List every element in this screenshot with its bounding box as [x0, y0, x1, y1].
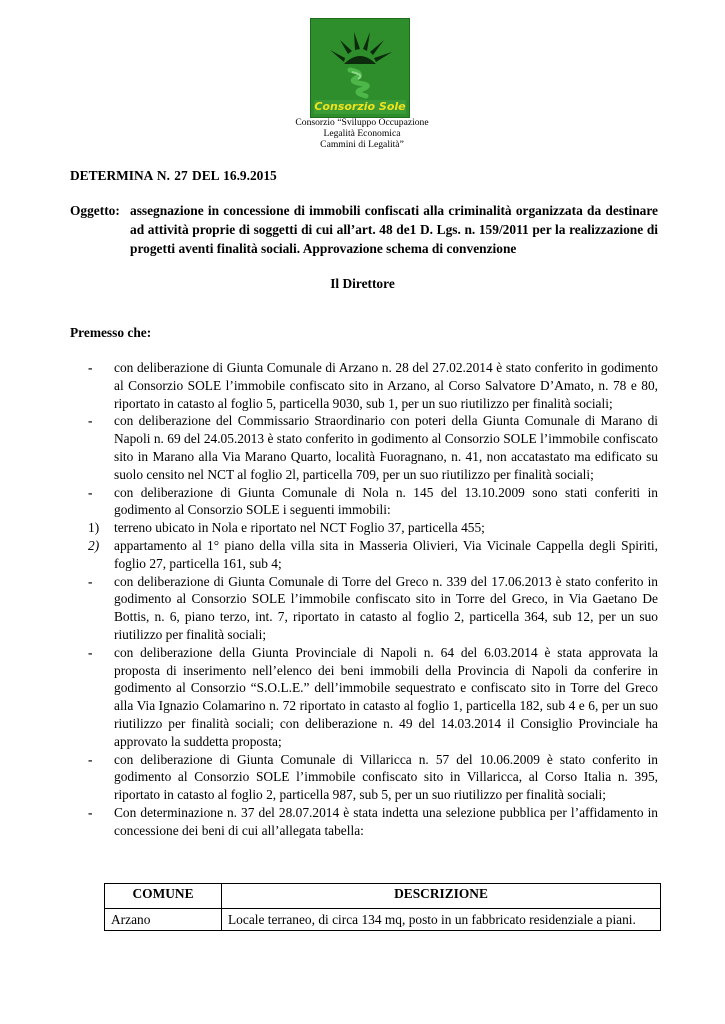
table-header-row: [105, 884, 661, 909]
list-item: [70, 537, 658, 573]
caption-line: Cammini di Legalità”: [320, 139, 404, 150]
list-item-text: Con determinazione n. 37 del 28.07.2014 è stata indetta una selezione pubblica per l’affidamento in concessione dei beni di cui all’allegata tabella:: [114, 804, 658, 838]
list-marker: -: [88, 644, 93, 660]
list-item-text: con deliberazione di Giunta Comunale di Torre del Greco n. 339 del 17.06.2013 è stato conferito in godimento al Consorzio SOLE l’immobile confiscato sito in Torre del Greco, in Via Gaetano De Bottis, n. 6, piano terzo, int. 7, riportato in catasto al foglio 2, particella 364, sub 12, per un suo riutilizzo per finalità sociali;: [114, 573, 658, 642]
oggetto-label: Oggetto:: [70, 203, 120, 218]
list-item-text: con deliberazione di Giunta Comunale di Arzano n. 28 del 27.02.2014 è stato conferito in godimento al Consorzio SOLE l’immobile confiscato sito in Arzano, al Corso Salvatore D’Amato, n. 78 e 80, riportato in catasto al foglio 5, particella 9030, sub 1, per un suo riutilizzo per finalità sociali;: [114, 360, 658, 411]
list-marker: -: [88, 751, 93, 767]
column-header-descrizione: DESCRIZIONE: [222, 884, 661, 909]
list-item-text: con deliberazione della Giunta Provinciale di Napoli n. 64 del 6.03.2014 è stata approvata la proposta di inserimento nell’elenco dei beni immobili della Provincia di Napoli da conferire in godimento al Consorzio “S.O.L.E.” dell’immobile sequestrato e confiscato sito in Torre del Greco alla Via Ignazio Colamarino n. 72 riportato in catasto al foglio 1, particella 182, sub 4 e 6, per un suo riutilizzo per finalità sociali; con deliberazione n. 49 del 14.03.2014 il Consiglio Provinciale ha approvato la suddetta proposta;: [114, 644, 658, 749]
list-item-text: terreno ubicato in Nola e riportato nel NCT Foglio 37, particella 455;: [114, 520, 485, 536]
logo-caption: [262, 117, 462, 150]
table-row: [105, 909, 661, 931]
logo-text: Consorzio Sole: [314, 100, 406, 113]
oggetto-text: assegnazione in concessione di immobili confiscati alla criminalità organizzata da destinare ad attività proprie di soggetti di cui all’art. 48 de1 D. Lgs. n. 159/2011 per la realizzazione di progetti aventi finalità sociali. Approvazione schema di convenzione: [130, 203, 658, 256]
list-item: [70, 484, 658, 520]
consorzio-sole-logo: [310, 18, 410, 118]
list-item-text: con deliberazione di Giunta Comunale di Nola n. 145 del 13.10.2009 sono stati conferiti in godimento al Consorzio SOLE i seguenti immobili:: [114, 484, 658, 518]
list-marker: -: [88, 413, 93, 429]
cell-comune: Arzano: [105, 909, 222, 931]
column-header-comune: COMUNE: [105, 884, 222, 909]
list-item: [70, 412, 658, 483]
list-marker: 1): [88, 520, 100, 536]
list-item: [70, 751, 658, 804]
list-marker: -: [88, 804, 93, 820]
list-marker: -: [88, 360, 93, 375]
list-marker: -: [88, 573, 93, 589]
list-marker: 2): [88, 537, 100, 553]
list-item: [70, 519, 658, 537]
caption-line: Consorzio “Sviluppo Occupazione: [295, 117, 429, 128]
list-item: [70, 804, 658, 840]
caption-line: Legalità Economica: [323, 128, 401, 139]
list-marker: -: [88, 484, 93, 500]
list-item-text: appartamento al 1° piano della villa sita in Masseria Olivieri, Via Vicinale Cappella degli Spiriti, foglio 27, particella 161, sub 4;: [114, 537, 658, 571]
list-item-text: con deliberazione del Commissario Straordinario con poteri della Giunta Comunale di Marano di Napoli n. 69 del 24.05.2013 è stato conferito in godimento al Consorzio SOLE l’immobile confiscato sito in Marano alla Via Marano Quarto, località Fuoragnano, n. 41, non accatastato ma edificato su suolo censito nel NCT al foglio 2l, particella 709, per un suo riutilizzo per finalità sociali;: [114, 413, 658, 482]
cell-descrizione: Locale terraneo, di circa 134 mq, posto in un fabbricato residenziale a piani.: [222, 909, 661, 931]
direttore-heading: Il Direttore: [330, 276, 395, 291]
premesso-list: [70, 359, 658, 840]
list-item: [70, 644, 658, 751]
beni-table: [104, 883, 661, 931]
determina-number: DETERMINA N. 27 DEL 16.9.2015: [70, 168, 277, 183]
list-item: [70, 359, 658, 412]
list-item-text: con deliberazione di Giunta Comunale di Villaricca n. 57 del 10.06.2009 è stato conferito in godimento al Consorzio SOLE l’immobile confiscato sito in Villaricca, al Corso Italia n. 395, riportato in catasto al foglio 2, particella 987, sub 5, per un suo riutilizzo per finalità sociali;: [114, 751, 658, 803]
list-item: [70, 573, 658, 644]
premesso-heading: Premesso che:: [70, 325, 152, 340]
oggetto-block: [70, 201, 658, 258]
